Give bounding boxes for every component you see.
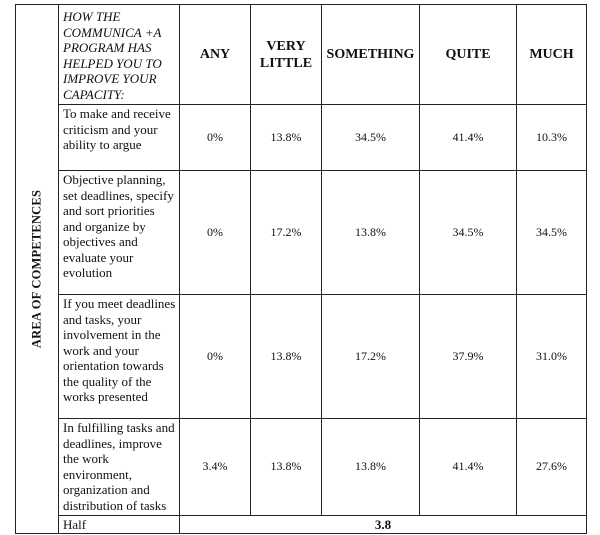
- column-header-very-little: VERY LITTLE: [251, 5, 322, 105]
- row-label: To make and receive criticism and your ability to argue: [59, 105, 180, 171]
- value-cell: 34.5%: [322, 105, 420, 171]
- value-cell: 13.8%: [251, 419, 322, 516]
- value-cell: 13.8%: [251, 105, 322, 171]
- header-row: [16, 5, 587, 105]
- row-label: If you meet deadlines and tasks, your involvement in the work and your orientation towards the quality of the works presented: [59, 295, 180, 419]
- value-cell: 37.9%: [420, 295, 517, 419]
- column-header-quite: QUITE: [420, 5, 517, 105]
- value-cell: 41.4%: [420, 419, 517, 516]
- competences-table: [15, 4, 587, 534]
- value-cell: 0%: [180, 171, 251, 295]
- column-header-any: ANY: [180, 5, 251, 105]
- row-group-cell: [16, 5, 59, 534]
- table-row: [16, 171, 587, 295]
- table-row: [16, 419, 587, 516]
- summary-value: 3.8: [180, 516, 587, 534]
- value-cell: 17.2%: [322, 295, 420, 419]
- value-cell: 10.3%: [517, 105, 587, 171]
- value-cell: 13.8%: [322, 171, 420, 295]
- value-cell: 17.2%: [251, 171, 322, 295]
- value-cell: 0%: [180, 295, 251, 419]
- question-header: HOW THE COMMUNICA +A PROGRAM HAS HELPED YOU TO IMPROVE YOUR CAPACITY:: [59, 5, 180, 105]
- value-cell: 34.5%: [517, 171, 587, 295]
- summary-row: [16, 516, 587, 534]
- value-cell: 3.4%: [180, 419, 251, 516]
- summary-label: Half: [59, 516, 180, 534]
- value-cell: 31.0%: [517, 295, 587, 419]
- column-header-much: MUCH: [517, 5, 587, 105]
- value-cell: 13.8%: [322, 419, 420, 516]
- table-row: [16, 295, 587, 419]
- row-label: Objective planning, set deadlines, specify and sort priorities and organize by objectives and evaluate your evolution: [59, 171, 180, 295]
- value-cell: 27.6%: [517, 419, 587, 516]
- column-header-something: SOMETHING: [322, 5, 420, 105]
- table-row: [16, 105, 587, 171]
- value-cell: 13.8%: [251, 295, 322, 419]
- value-cell: 34.5%: [420, 171, 517, 295]
- value-cell: 0%: [180, 105, 251, 171]
- value-cell: 41.4%: [420, 105, 517, 171]
- row-group-label: AREA OF COMPETENCES: [29, 189, 44, 349]
- row-label: In fulfilling tasks and deadlines, improve the work environment, organization and distribution of tasks: [59, 419, 180, 516]
